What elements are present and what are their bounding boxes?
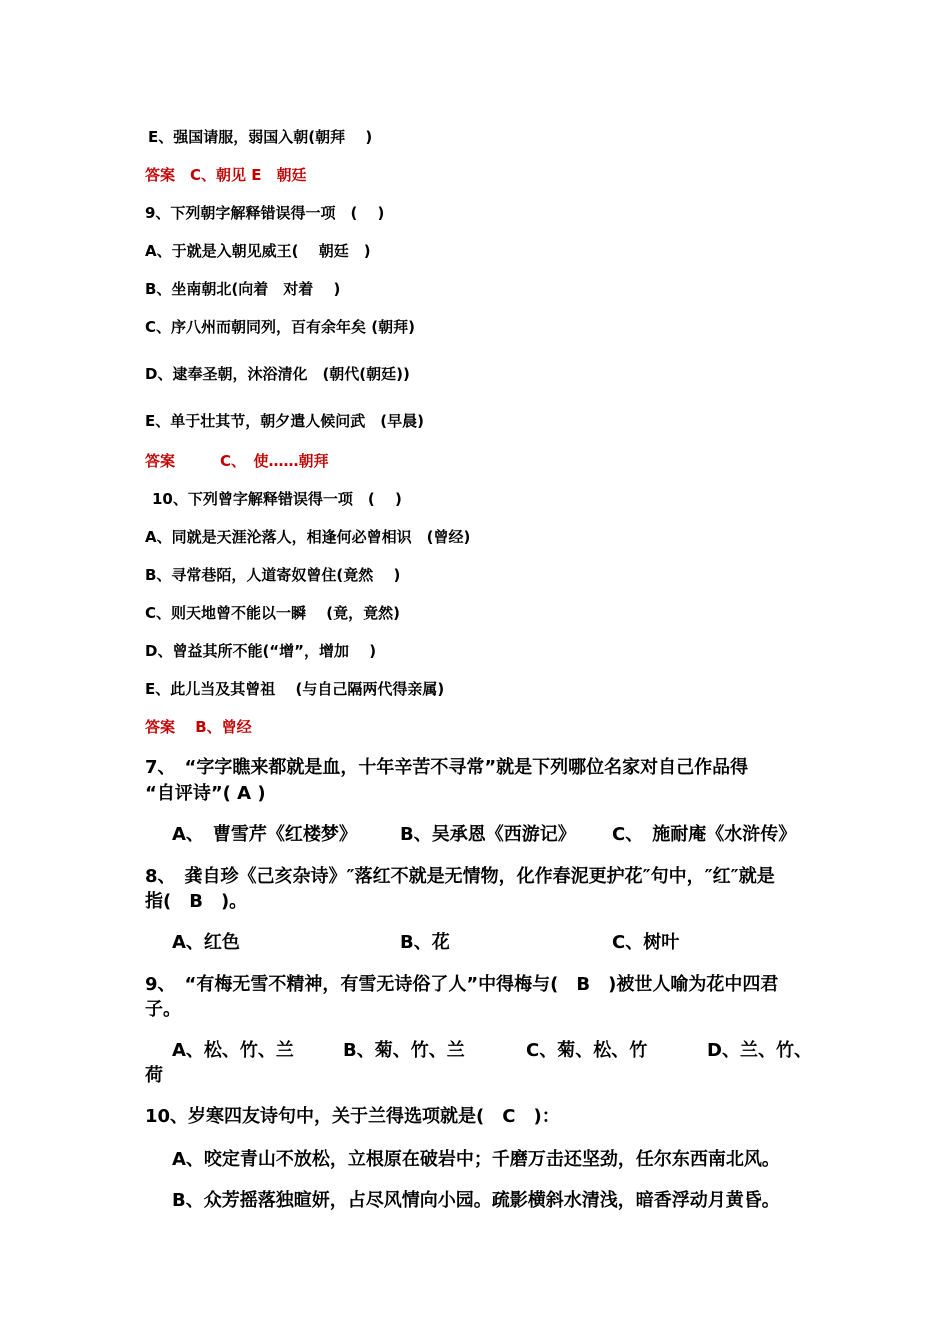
- poem-10-option-b: B、众芳摇落独暄妍，占尽风情向小园。疏影横斜水清浅，暗香浮动月黄昏。: [172, 1190, 780, 1211]
- poem-8-option-b: B、花: [400, 932, 450, 953]
- poem-question-7-cont: “自评诗”( A ): [145, 783, 266, 804]
- poem-question-8-cont: 指( B )。: [145, 891, 248, 912]
- poem-question-9: 9、 “有梅无雪不精神，有雪无诗俗了人”中得梅与( B )被世人喻为花中四君: [145, 974, 779, 995]
- poem-9-option-b: B、菊、竹、兰: [343, 1040, 465, 1061]
- question-10-option-e: E、此儿当及其曾祖 (与自己隔两代得亲属): [145, 680, 445, 698]
- answer-line: 答案 B、曾经: [145, 718, 252, 736]
- question-10-option-a: A、同就是天涯沦落人，相逢何必曾相识 (曾经): [145, 528, 471, 546]
- question-9-option-c: C、序八州而朝同列，百有余年矣 (朝拜): [145, 318, 415, 336]
- question-9-option-a: A、于就是入朝见威王( 朝廷 ): [145, 242, 371, 260]
- poem-8-option-a: A、红色: [172, 932, 240, 953]
- answer-line: 答案 C、朝见 E 朝廷: [145, 166, 307, 184]
- question-10-option-b: B、寻常巷陌，人道寄奴曾住(竟然 ): [145, 566, 401, 584]
- poem-question-9-cont: 子。: [145, 999, 181, 1020]
- poem-question-7: 7、 “字字瞧来都就是血，十年辛苦不寻常”就是下列哪位名家对自己作品得: [145, 757, 749, 778]
- question-10-option-d: D、曾益其所不能(“增”，增加 ): [145, 642, 377, 660]
- poem-7-option-c: C、 施耐庵《水浒传》: [612, 824, 797, 845]
- answer-line: 答案 C、 使……朝拜: [145, 452, 329, 470]
- question-10-option-c: C、则天地曾不能以一瞬 (竟，竟然): [145, 604, 400, 622]
- question-9-option-b: B、坐南朝北(向着 对着 ): [145, 280, 341, 298]
- poem-9-option-c: C、菊、松、竹: [526, 1040, 648, 1061]
- question-9-option-d: D、逮奉圣朝，沐浴清化 (朝代(朝廷)): [145, 365, 410, 383]
- poem-7-option-a: A、 曹雪芹《红楼梦》: [172, 824, 357, 845]
- poem-question-8: 8、 龚自珍《己亥杂诗》″落红不就是无情物，化作春泥更护花″句中，″红″就是: [145, 866, 775, 887]
- question-9-option-e: E、单于壮其节，朝夕遣人候问武 (早晨): [145, 412, 424, 430]
- question-10: 10、下列曾字解释错误得一项 ( ): [152, 490, 402, 508]
- poem-9-option-d-cont: 荷: [145, 1065, 163, 1086]
- poem-question-10: 10、岁寒四友诗句中，关于兰得选项就是( C )：: [145, 1106, 560, 1127]
- option-e-line: E、强国请服，弱国入朝(朝拜 ): [148, 128, 373, 146]
- poem-7-option-b: B、吴承恩《西游记》: [400, 824, 576, 845]
- poem-10-option-a: A、咬定青山不放松，立根原在破岩中；千磨万击还坚劲，任尔东西南北风。: [172, 1149, 780, 1170]
- poem-9-option-a: A、松、竹、兰: [172, 1040, 294, 1061]
- poem-8-option-c: C、树叶: [612, 932, 680, 953]
- question-9: 9、下列朝字解释错误得一项 ( ): [145, 204, 385, 222]
- poem-9-option-d: D、兰、竹、: [707, 1040, 812, 1061]
